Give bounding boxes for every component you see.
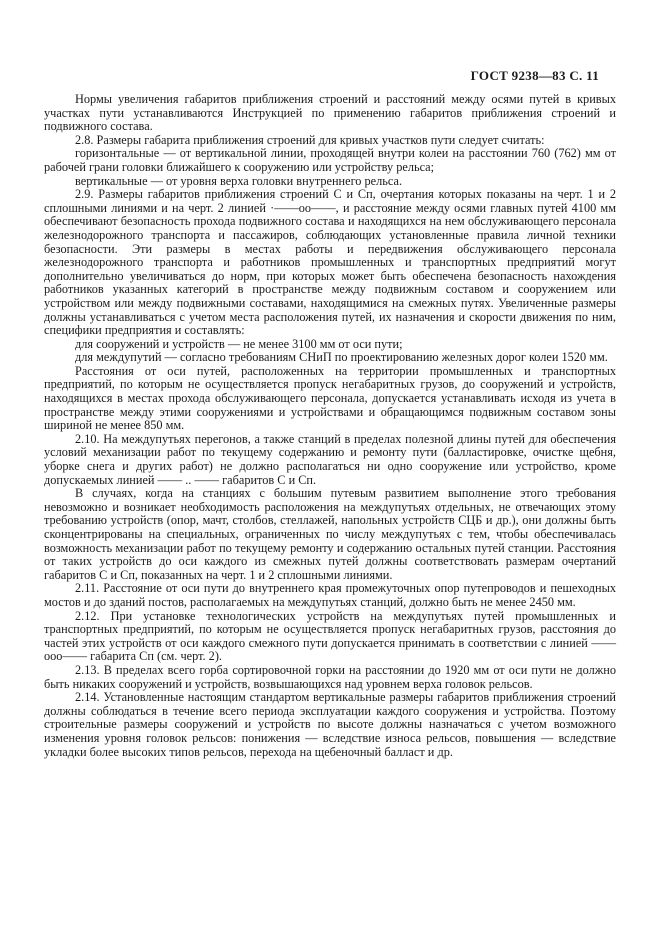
- paragraph-distances: Расстояния от оси путей, расположенных на территории промышленных и транспортных предприятий, по которым не осуществляется пропуск негабаритных грузов, до сооружений и устройств, находящихся в местах прохода обслуживающего персонала, допускается устанавливать исходя из учета в пространстве между этими сооружениями и устройствами и обращающимся подвижным составом зоны шириной не менее 850 мм.: [44, 363, 616, 433]
- paragraph-norms-intro: Нормы увеличения габаритов приближения строений и расстояний между осями путей в кривых участках пути устанавливаются Инструкцией по применению габаритов приближения строений и подвижного состава.: [44, 92, 616, 134]
- paragraph-2-11: 2.11. Расстояние от оси пути до внутреннего края промежуточных опор путепроводов и пешеходных мостов и до зданий постов, располагаемых на междупутьях станций, должно быть не менее 2450 мм.: [44, 581, 616, 609]
- paragraph-2-13: 2.13. В пределах всего горба сортировочной горки на расстоянии до 1920 мм от оси пути не должно быть никаких сооружений и устройств, возвышающихся над уровнем верха головок рельсов.: [44, 662, 616, 691]
- paragraph-2-8: 2.8. Размеры габарита приближения строений для кривых участков пути следует считать:: [75, 132, 545, 147]
- paragraph-2-8-vertical: вертикальные — от уровня верха головки внутреннего рельса.: [75, 173, 403, 188]
- page-header: ГОСТ 9238—83 С. 11: [470, 68, 599, 83]
- paragraph-2-10: 2.10. На междупутьях перегонов, а также станций в пределах полезной длины путей для обеспечения условий механизации работ по текущему содержанию и ремонту пути (балластировке, очистке щебня, уборке снега и других работ) не должно располагаться ни одно сооружение или устройство, кроме допускаемых линией —— .. —— габаритов С и Сп.: [44, 431, 616, 487]
- paragraph-2-10-stations: В случаях, когда на станциях с большим путевым развитием выполнение этого требования невозможно и возникает необходимость расположения на междупутьях отдельных, не отвечающих этому требованию устройств (опор, мачт, столбов, стеллажей, напольных устройств СЦБ и др.), они должны быть сконцентрированы на специальных, ограниченных по числу междупутьях с тем, чтобы обеспечивалась возможность механизации работ по текущему ремонту и содержанию остальных путей станции. Расстояния от таких устройств до оси каждого из смежных путей должны соответствовать размерам очертаний габаритов С и Сп, показанных на черт. 1 и 2 сплошными линиями.: [44, 486, 616, 582]
- paragraph-2-9: 2.9. Размеры габаритов приближения строений С и Сп, очертания которых показаны на черт. 1 и 2 сплошными линиями и на черт. 2 линией ·——оо——, и расстояние между осями главных путей 4100 мм обеспечивают безопасность прохода подвижного состава и находящихся на нем обслуживающего персонала железнодорожного транспорта и пассажиров, соблюдающих установленные правила личной техники безопасности. Эти размеры в местах работы и передвижения обслуживающего персонала железнодорожного транспорта и работников промышленных и транспортных предприятий могут дополнительно увеличиваться до норм, при которых может быть обеспечена безопасность нахождения работников указанных категорий в пространстве между подвижным составом и сооружением или устройством или между подвижными составами, находящимися на смежных путях. Увеличенные размеры должны устанавливаться с учетом места расположения путей, их назначения и скорости движения по ним, специфики предприятия и составлять:: [44, 187, 616, 338]
- paragraph-2-8-horizontal: горизонтальные — от вертикальной линии, проходящей внутри колеи на расстоянии 760 (762) мм от рабочей грани головки ближайшего к сооружению или устройству рельса;: [44, 146, 616, 174]
- paragraph-2-9-structures: для сооружений и устройств — не менее 3100 мм от оси пути;: [75, 336, 403, 351]
- document-body: [44, 93, 616, 759]
- paragraph-2-14: 2.14. Установленные настоящим стандартом вертикальные размеры габаритов приближения строений должны соблюдаться в течение всего периода эксплуатации каждого сооружения и устройства. Поэтому строительные размеры сооружений и устройств по высоте должны назначаться с учетом возможного изменения уровня головок рельсов: понижения — вследствие износа рельсов, повышения — вследствие укладки более высоких типов рельсов, перехода на щебеночный балласт и др.: [44, 690, 616, 759]
- paragraph-2-12: 2.12. При установке технологических устройств на междупутьях путей промышленных и транспортных предприятий, по которым не осуществляется пропуск негабаритных грузов, расстояния до частей этих устройств от оси каждого смежного пути допускается принимать в соответствии с линией ——ооо—— габарита Сп (см. черт. 2).: [44, 608, 616, 664]
- paragraph-2-9-tracks: для междупутий — согласно требованиям СНиП по проектированию железных дорог колеи 1520 мм.: [75, 350, 608, 365]
